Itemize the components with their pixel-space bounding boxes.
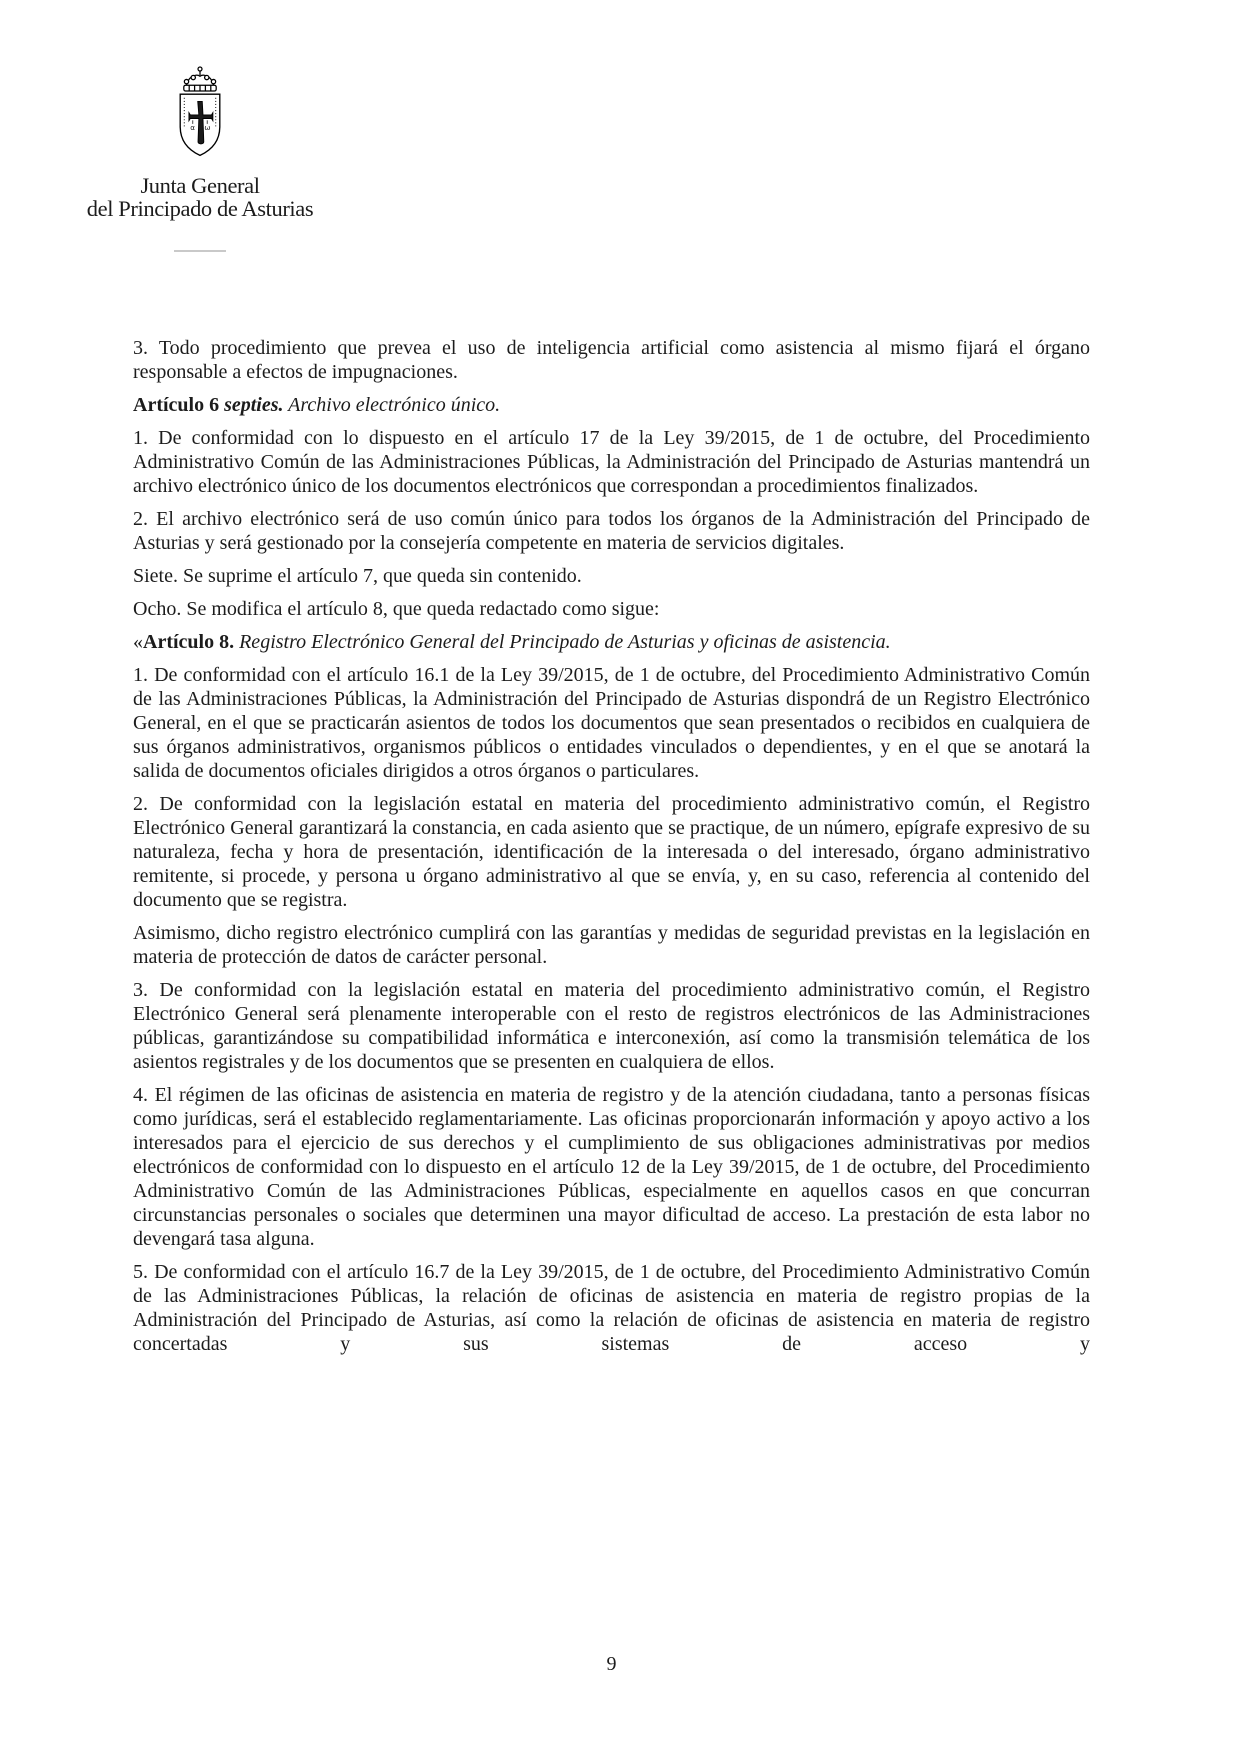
article-6-paragraph-1: 1. De conformidad con lo dispuesto en el artículo 17 de la Ley 39/2015, de 1 de octubre, del Procedimiento Administrativo Común de las Administraciones Públicas, la Administración del Principado de Asturias mantendrá un archivo electrónico único de los documentos electrónicos que correspondan a procedimientos finalizados.	[133, 427, 1090, 497]
article-8-paragraph-5: 5. De conformidad con el artículo 16.7 de la Ley 39/2015, de 1 de octubre, del Procedimiento Administrativo Común de las Administraciones Públicas, la relación de oficinas de asistencia en materia de registro propias de la Administración del Principado de Asturias, así como la relación de oficinas de asistencia en materia de registro concertadas y sus sistemas de acceso y	[133, 1261, 1090, 1355]
article-6-septies: septies.	[224, 394, 284, 416]
article-6-heading	[133, 393, 1090, 417]
org-name-line1: Junta General	[140, 173, 260, 198]
article-8-number: Artículo 8.	[143, 631, 235, 653]
article-8-paragraph-2-bis: Asimismo, dicho registro electrónico cumplirá con las garantías y medidas de seguridad previstas en la legislación en materia de protección de datos de carácter personal.	[133, 922, 1090, 968]
paragraph-intro: 3. Todo procedimiento que prevea el uso de inteligencia artificial como asistencia al mismo fijará el órgano responsable a efectos de impugnaciones.	[133, 337, 1090, 383]
asturias-coat-of-arms-icon	[173, 64, 227, 164]
article-8-paragraph-2: 2. De conformidad con la legislación estatal en materia del procedimiento administrativo común, el Registro Electrónico General garantizará la constancia, en cada asiento que se practique, de un número, epígrafe expresivo de su naturaleza, fecha y hora de presentación, identificación de la interesada o del interesado, órgano administrativo remitente, si procede, y persona u órgano administrativo al que se envía, y, en su caso, referencia al contenido del documento que se registra.	[133, 793, 1090, 911]
shield-icon	[180, 94, 220, 155]
document-body	[133, 336, 1090, 1365]
article-8-heading	[133, 630, 1090, 654]
document-header	[80, 64, 320, 252]
article-8-paragraph-4: 4. El régimen de las oficinas de asistencia en materia de registro y de la atención ciudadana, tanto a personas físicas como jurídicas, será el establecido reglamentariamente. Las oficinas proporcionarán información y apoyo activo a los interesados para el ejercicio de sus derechos y el cumplimiento de sus obligaciones administrativas por medios electrónicos de conformidad con lo dispuesto en el artículo 12 de la Ley 39/2015, de 1 de octubre, del Procedimiento Administrativo Común de las Administraciones Públicas, especialmente en aquellos casos en que concurran circunstancias personales o sociales que determinen una mayor dificultad de acceso. La prestación de esta labor no devengará tasa alguna.	[133, 1084, 1090, 1250]
header-divider	[174, 250, 226, 252]
article-6-title: Archivo electrónico único.	[283, 394, 501, 416]
article-6-paragraph-2: 2. El archivo electrónico será de uso común único para todos los órganos de la Administración del Principado de Asturias y será gestionado por la consejería competente en materia de servicios digitales.	[133, 508, 1090, 554]
svg-text:α: α	[190, 123, 196, 133]
crown-icon	[184, 67, 216, 91]
org-name-line2: del Principado de Asturias	[86, 196, 314, 221]
article-6-number: Artículo 6	[133, 394, 225, 416]
paragraph-siete: Siete. Se suprime el artículo 7, que queda sin contenido.	[133, 565, 582, 587]
paragraph-ocho: Ocho. Se modifica el artículo 8, que queda redactado como sigue:	[133, 598, 660, 620]
page-number: 9	[606, 1653, 617, 1675]
article-8-title: Registro Electrónico General del Principado de Asturias y oficinas de asistencia.	[234, 631, 891, 653]
article-8-paragraph-3: 3. De conformidad con la legislación estatal en materia del procedimiento administrativo común, el Registro Electrónico General será plenamente interoperable con el resto de registros electrónicos de las Administraciones públicas, garantizándose su compatibilidad informática e interconexión, así como la transmisión telemática de los asientos registrales y de los documentos que se presenten en cualquiera de ellos.	[133, 979, 1090, 1073]
svg-text:ω: ω	[204, 123, 211, 133]
article-8-paragraph-1: 1. De conformidad con el artículo 16.1 de la Ley 39/2015, de 1 de octubre, del Procedimiento Administrativo Común de las Administraciones Públicas, la Administración del Principado de Asturias dispondrá de un Registro Electrónico General, en el que se practicarán asientos de todos los documentos que sean presentados o recibidos en cualquiera de sus órganos administrativos, organismos públicos o entidades vinculados o dependientes, y en el que se anotará la salida de documentos oficiales dirigidos a otros órganos o particulares.	[133, 664, 1090, 782]
opening-guillemet: «	[133, 631, 143, 653]
